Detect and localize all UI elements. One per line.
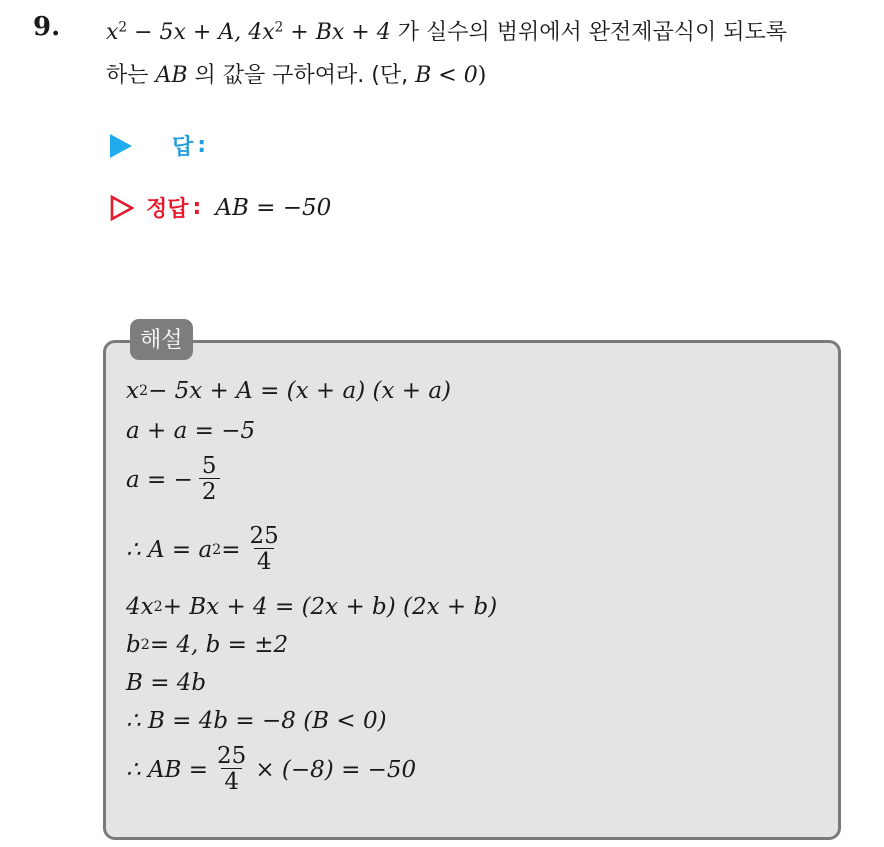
sol-text: 4x	[126, 594, 154, 620]
solution-line-4: ∴ A = a 2 = $\frac{25}{4}$	[126, 524, 288, 577]
sol-text: =	[221, 537, 241, 564]
fraction	[199, 454, 220, 507]
solution-line-6: b 2 = 4, b = ±2	[126, 632, 289, 658]
answer-row	[110, 130, 206, 161]
math-ab: AB	[155, 63, 188, 88]
problem-line-1	[106, 15, 787, 46]
denominator: 4	[221, 768, 242, 797]
solution-line-2	[126, 418, 255, 444]
sol-text: a + a = −5	[126, 418, 256, 444]
sol-text: = 4, b = ±2	[149, 632, 289, 658]
sol-text: ∴ B = 4b = −8 (B < 0)	[126, 708, 387, 734]
fraction	[247, 524, 282, 577]
sol-text: − 5x + A = (x + a) (x + a)	[148, 378, 452, 404]
problem-text-2b: 의 값을 구하여라. (단,	[187, 63, 416, 88]
numerator: 5	[201, 453, 217, 479]
denominator: 4	[254, 548, 275, 577]
answer-label: 답	[172, 135, 194, 160]
solution-line-3	[126, 454, 226, 507]
solution-line-7	[126, 670, 206, 696]
math-expr-2: + Bx + 4	[283, 20, 391, 45]
sol-text: x	[126, 378, 139, 404]
exponent: 2	[118, 19, 128, 36]
play-triangle-icon	[110, 134, 132, 158]
sol-text: ∴ A = a	[126, 537, 213, 564]
outline-triangle-icon	[110, 195, 134, 221]
problem-text-1: 가 실수의 범위에서 완전제곱식이 되도록	[390, 20, 787, 45]
denominator: 2	[199, 478, 220, 507]
math-x: x	[106, 20, 119, 45]
problem-text-2a: 하는	[106, 63, 156, 88]
numerator: 25	[249, 523, 279, 549]
sol-text: + Bx + 4 = (2x + b) (2x + b)	[162, 594, 498, 620]
math-expr-1: − 5x + A, 4x	[127, 20, 275, 45]
numerator: 25	[217, 743, 247, 769]
sol-text: × (−8) = −50	[255, 757, 417, 784]
sol-text: a = −	[126, 467, 193, 494]
solution-line-1: x 2 − 5x + A = (x + a) (x + a)	[126, 378, 452, 404]
exponent: 2	[274, 19, 284, 36]
sol-text: b	[126, 632, 141, 658]
solution-line-5: 4x 2 + Bx + 4 = (2x + b) (2x + b)	[126, 594, 498, 620]
correct-answer-value: AB = −50	[215, 194, 332, 221]
solution-tag: 해설	[130, 319, 193, 360]
problem-number: 9.	[33, 12, 61, 42]
correct-answer-colon: :	[192, 195, 202, 220]
condition: B < 0	[415, 63, 478, 88]
fraction	[214, 744, 249, 797]
answer-colon: :	[197, 133, 207, 158]
close-paren: )	[477, 63, 487, 88]
sol-text: ∴ AB =	[126, 757, 209, 784]
problem-line-2	[106, 58, 486, 89]
solution-line-8	[126, 708, 387, 734]
correct-answer-row	[110, 192, 331, 223]
solution-line-9	[126, 744, 416, 797]
sol-text: B = 4b	[126, 670, 207, 696]
correct-answer-label: 정답	[146, 197, 189, 222]
